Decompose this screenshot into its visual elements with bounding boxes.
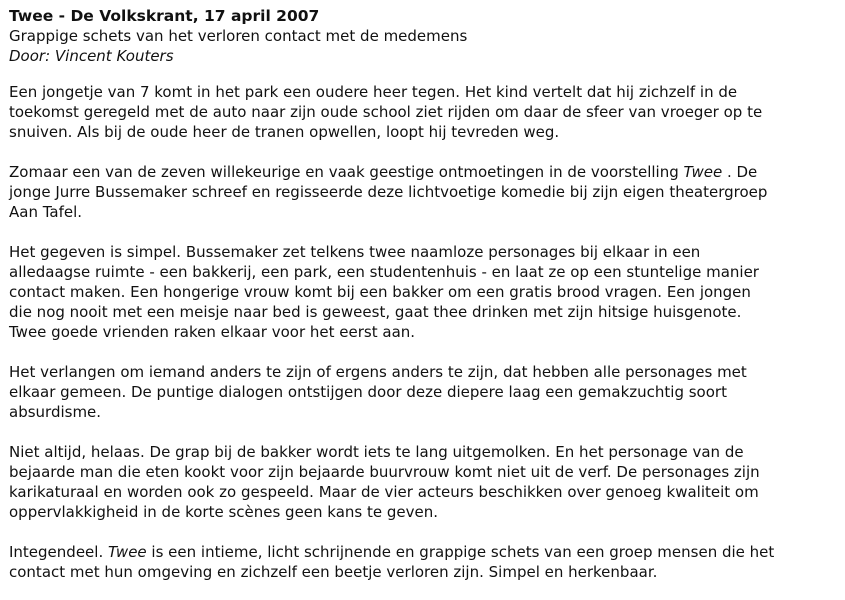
line-text: Integendeel.: [9, 543, 108, 561]
paragraph-line: Een jongetje van 7 komt in het park een oudere heer tegen. Het kind vertelt dat hij zichzelf in de: [9, 83, 738, 101]
paragraph-4: [9, 362, 830, 422]
paragraph-line: karikaturaal en worden ook zo gespeeld. Maar de vier acteurs beschikken over genoeg kwaliteit om: [9, 483, 759, 501]
paragraph-3: [9, 242, 830, 342]
paragraph-line: Aan Tafel.: [9, 203, 83, 221]
paragraph-2: [9, 162, 830, 222]
play-title: Twee: [683, 163, 723, 181]
paragraph-line: elkaar gemeen. De puntige dialogen ontstijgen door deze diepere laag een gemakzuchtig soort: [9, 383, 727, 401]
paragraph-line: snuiven. Als bij de oude heer de tranen opwellen, loopt hij tevreden weg.: [9, 123, 560, 141]
paragraph-line: absurdisme.: [9, 403, 102, 421]
paragraph-line: jonge Jurre Bussemaker schreef en regisseerde deze lichtvoetige komedie bij zijn eigen theatergroep: [9, 183, 768, 201]
paragraph-line: contact maken. Een hongerige vrouw komt bij een bakker om een gratis brood vragen. Een jongen: [9, 283, 751, 301]
paragraph-line: [9, 162, 830, 182]
paragraph-line: toekomst geregeld met de auto naar zijn oude school ziet rijden om daar de sfeer van vroeger op te: [9, 103, 763, 121]
paragraph-line: oppervlakkigheid in de korte scènes geen kans te geven.: [9, 503, 439, 521]
play-title: Twee: [107, 543, 147, 561]
paragraph-5: [9, 442, 830, 522]
paragraph-line: [9, 542, 830, 562]
paragraph-6: [9, 542, 830, 582]
article-title: Twee - De Volkskrant, 17 april 2007: [9, 7, 320, 25]
paragraph-line: bejaarde man die eten kookt voor zijn bejaarde buurvrouw komt niet uit de verf. De personages zijn: [9, 463, 760, 481]
paragraph-1: [9, 82, 830, 142]
paragraph-line: die nog nooit met een meisje naar bed is geweest, gaat thee drinken met zijn hitsige huisgenote.: [9, 303, 742, 321]
paragraph-line: contact met hun omgeving en zichzelf een beetje verloren zijn. Simpel en herkenbaar.: [9, 563, 658, 581]
article-subtitle: Grappige schets van het verloren contact met de medemens: [9, 27, 468, 45]
paragraph-line: Twee goede vrienden raken elkaar voor het eerst aan.: [9, 323, 416, 341]
line-text: Zomaar een van de zeven willekeurige en vaak geestige ontmoetingen in de voorstelling: [9, 163, 684, 181]
paragraph-line: Niet altijd, helaas. De grap bij de bakker wordt iets te lang uitgemolken. En het personage van de: [9, 443, 744, 461]
line-text: is een intieme, licht schrijnende en grappige schets van een groep mensen die het: [146, 543, 775, 561]
line-text: . De: [722, 163, 758, 181]
paragraph-line: Het verlangen om iemand anders te zijn of ergens anders te zijn, dat hebben alle personages met: [9, 363, 747, 381]
paragraph-line: alledaagse ruimte - een bakkerij, een park, een studentenhuis - en laat ze op een stuntelige manier: [9, 263, 759, 281]
article-author: Door: Vincent Kouters: [9, 47, 174, 65]
paragraph-line: Het gegeven is simpel. Bussemaker zet telkens twee naamloze personages bij elkaar in een: [9, 243, 701, 261]
